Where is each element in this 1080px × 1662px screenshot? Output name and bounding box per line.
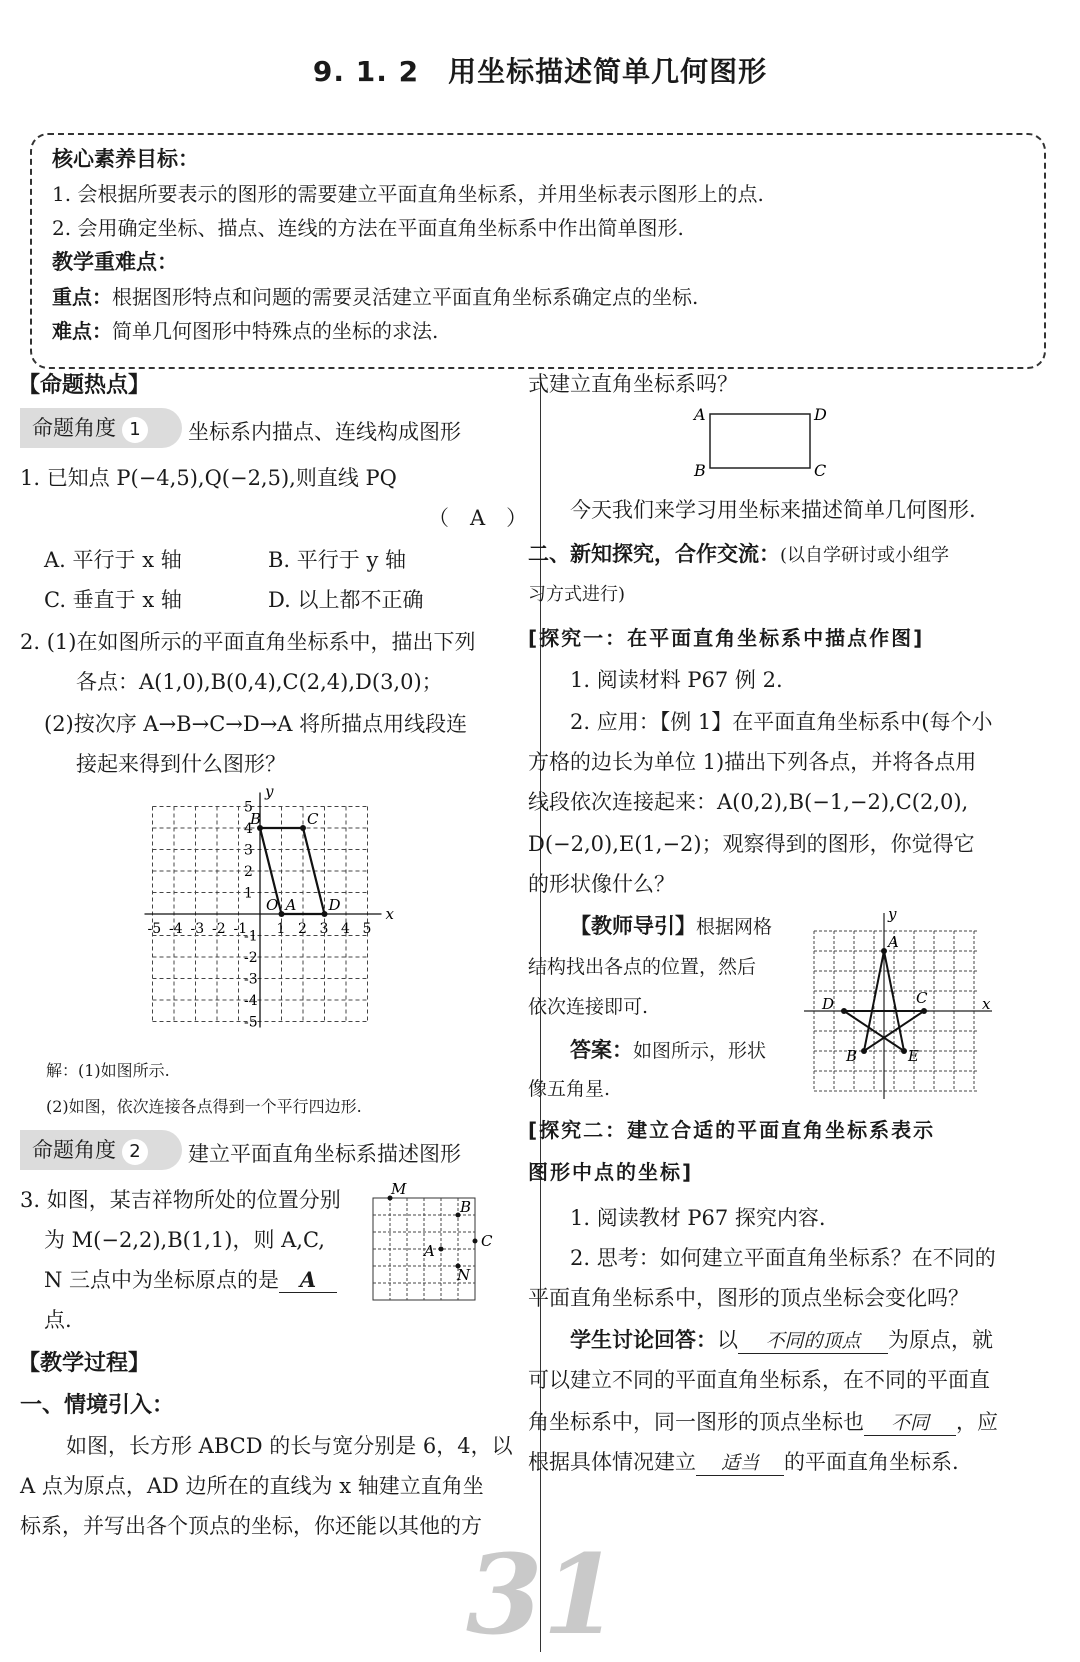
rect-label-c: C (814, 461, 827, 480)
rectangle-figure (690, 402, 840, 480)
q2-solution-2: (2)如图，依次连接各点得到一个平行四边形. (46, 1097, 362, 1116)
angle-2-title: 建立平面直角坐标系描述图形 (188, 1142, 461, 1166)
discuss-4-pre: 根据具体情况建立 (528, 1450, 696, 1474)
hard-text: 简单几何图形中特殊点的坐标的求法. (112, 319, 439, 343)
think-line-2: 平面直角坐标系中，图形的顶点坐标会变化吗？ (528, 1286, 969, 1310)
y-tick-label: 1 (244, 885, 253, 902)
q1-option-b: B. 平行于 y 轴 (268, 548, 406, 572)
discuss-3-post: ，应 (956, 1410, 998, 1434)
goal-item-2: 2. 会用确定坐标、描点、连线的方法在平面直角坐标系中作出简单图形. (52, 216, 684, 240)
section-2-note-2: 习方式进行) (528, 584, 626, 605)
y-tick-label: 3 (244, 842, 253, 859)
x-tick-label: -2 (212, 921, 226, 937)
mascot-label-a: A (424, 1242, 435, 1260)
hot-heading: 【命题热点】 (18, 373, 151, 398)
explore-1-heading: [探究一：在平面直角坐标系中描点作图] (528, 626, 925, 650)
point-d (322, 911, 328, 917)
hard-point (52, 315, 438, 344)
discuss-blank-1: 不同的顶点 (738, 1326, 888, 1354)
process-heading: 【教学过程】 (18, 1351, 151, 1376)
apply-line-4: D(−2,0),E(1,−2)；观察得到的图形，你觉得它 (528, 832, 975, 856)
star-label-c: C (916, 989, 928, 1007)
q3-line-1: 3. 如图，某吉祥物所处的位置分别 (20, 1188, 341, 1212)
key-label: 重点： (52, 285, 112, 309)
star-label-a: A (888, 933, 899, 951)
point-a (279, 911, 285, 917)
intro-line-2: A 点为原点，AD 边所在的直线为 x 轴建立直角坐 (20, 1474, 484, 1498)
point-label-c: C (307, 810, 319, 828)
angle-2-badge (20, 1130, 182, 1170)
section-2-note-1: (以自学研讨或小组学 (780, 545, 950, 566)
chart-shape (249, 810, 341, 917)
discuss-line-1 (570, 1324, 993, 1354)
y-tick-label: 2 (244, 864, 253, 880)
q1-option-a: A. 平行于 x 轴 (44, 548, 182, 572)
point-label-b: B (250, 810, 262, 828)
guide-label: 【教师导引】 (570, 914, 696, 938)
y-tick-label: 5 (244, 799, 253, 816)
think-line-1: 2. 思考：如何建立平面直角坐标系？在不同的 (570, 1246, 996, 1270)
origin-label: O (266, 896, 279, 914)
x-axis-label: x (385, 905, 394, 923)
apply-line-3: 线段依次连接起来：A(0,2),B(−1,−2),C(2,0), (528, 790, 969, 814)
q2-line-4: 接起来得到什么图形？ (76, 752, 286, 776)
angle-1-title: 坐标系内描点、连线构成图形 (188, 420, 461, 444)
y-tick-label: -1 (244, 928, 258, 945)
right-line-1: 式建立直角坐标系吗？ (528, 372, 738, 396)
intro-line-1: 如图，长方形 ABCD 的长与宽分别是 6，4，以 (66, 1434, 513, 1458)
point-label-d: D (328, 896, 341, 914)
mascot-label-n: N (457, 1266, 471, 1284)
read-1: 1. 阅读材料 P67 例 2. (570, 668, 783, 692)
guide-line-3: 依次连接即可. (528, 996, 649, 1018)
answer-label: 答案： (570, 1038, 633, 1062)
section-2-heading: 二、新知探究，合作交流： (528, 542, 780, 566)
intro-heading: 一、情境引入： (20, 1393, 175, 1418)
rect-label-d: D (814, 405, 827, 424)
angle-2-num: 2 (122, 1139, 148, 1165)
q3-line-3 (44, 1264, 337, 1294)
x-tick-label: -1 (233, 921, 248, 937)
mascot-label-c: C (481, 1232, 493, 1250)
read-2: 1. 阅读教材 P67 探究内容. (570, 1206, 826, 1230)
q1-option-d: D. 以上都不正确 (268, 588, 424, 612)
q2-line-3: (2)按次序 A→B→C→D→A 将所描点用线段连 (44, 712, 468, 736)
difficulty-heading: 教学重难点： (52, 250, 178, 274)
q2-solution-1: 解：(1)如图所示. (46, 1061, 170, 1080)
page-number: 31 (466, 1530, 620, 1659)
x-tick-label: -5 (147, 921, 162, 937)
x-tick-label: 5 (362, 921, 372, 937)
hard-label: 难点： (52, 319, 112, 343)
key-point (52, 281, 698, 310)
guide-text-1: 根据网格 (696, 916, 773, 938)
goals-heading: 核心素养目标： (52, 147, 199, 171)
star-figure (800, 905, 1000, 1100)
point-c (300, 825, 306, 831)
star-label-e: E (908, 1047, 919, 1065)
section-2-line (528, 538, 949, 568)
star-label-b: B (846, 1047, 858, 1065)
goals-box (30, 133, 1046, 369)
guide-line-2: 结构找出各点的位置，然后 (528, 956, 757, 978)
discuss-4-post: 的平面直角坐标系. (784, 1450, 959, 1474)
angle-1-num: 1 (122, 417, 148, 443)
answer-line-2: 像五角星. (528, 1078, 611, 1100)
mascot-label-m: M (391, 1180, 407, 1198)
y-axis-label: y (265, 788, 274, 801)
y-tick-label: -5 (244, 1014, 258, 1031)
star-label-d: D (822, 995, 835, 1013)
q3-line-4: 点. (44, 1308, 72, 1332)
coordinate-chart (130, 788, 410, 1038)
key-text: 根据图形特点和问题的需要灵活建立平面直角坐标系确定点的坐标. (112, 285, 699, 309)
q3-answer-blank: A (279, 1267, 337, 1293)
x-tick-label: -4 (169, 921, 183, 937)
discuss-post: 为原点，就 (888, 1328, 993, 1352)
discuss-label: 学生讨论回答： (570, 1328, 717, 1352)
angle-1-label: 命题角度 (32, 416, 116, 440)
y-tick-label: -4 (244, 993, 258, 1009)
rect-label-b: B (694, 461, 706, 480)
mascot-grid-figure (365, 1178, 500, 1308)
star-label-y: y (888, 905, 897, 923)
mascot-label-b: B (460, 1198, 472, 1216)
rect-label-a: A (694, 405, 706, 424)
y-tick-label: -2 (244, 950, 258, 966)
answer-line-1 (570, 1034, 766, 1064)
discuss-line-2: 可以建立不同的平面直角坐标系，在不同的平面直 (528, 1368, 990, 1392)
q3-line-3-text: N 三点中为坐标原点的是 (44, 1268, 280, 1292)
chart-ticks (148, 788, 395, 1031)
y-tick-label: -3 (244, 971, 258, 988)
apply-line-2: 方格的边长为单位 1)描出下列各点，并将各点用 (528, 750, 977, 774)
discuss-blank-2: 不同 (864, 1408, 956, 1436)
apply-line-1: 2. 应用：【例 1】在平面直角坐标系中(每个小 (570, 710, 993, 734)
x-tick-label: -3 (190, 921, 205, 937)
explore-2-line-2: 图形中点的坐标] (528, 1160, 694, 1184)
angle-1-badge (20, 408, 182, 448)
x-tick-label: 2 (298, 921, 307, 937)
discuss-line-3 (528, 1406, 998, 1436)
x-tick-label: 4 (341, 921, 350, 937)
q1-answer: （ A ） (428, 506, 528, 530)
discuss-blank-3: 适当 (696, 1448, 784, 1476)
today-text: 今天我们来学习用坐标来描述简单几何图形. (570, 498, 976, 522)
star-label-x: x (982, 995, 991, 1013)
goal-item-1: 1. 会根据所要表示的图形的需要建立平面直角坐标系，并用坐标表示图形上的点. (52, 182, 764, 206)
intro-line-3: 标系，并写出各个顶点的坐标，你还能以其他的方 (20, 1514, 482, 1538)
discuss-line-4 (528, 1446, 959, 1476)
angle-2-label: 命题角度 (32, 1138, 116, 1162)
page-title: 9. 1. 2 用坐标描述简单几何图形 (312, 55, 768, 88)
apply-line-5: 的形状像什么？ (528, 872, 675, 896)
discuss-pre: 以 (717, 1328, 738, 1352)
q3-line-2: 为 M(−2,2),B(1,1)，则 A,C, (44, 1228, 325, 1252)
q2-line-2: 各点：A(1,0),B(0,4),C(2,4),D(3,0)； (76, 670, 443, 694)
point-label-a: A (285, 896, 297, 914)
q1-option-c: C. 垂直于 x 轴 (44, 588, 182, 612)
explore-2-line-1: [探究二：建立合适的平面直角坐标系表示 (528, 1118, 936, 1142)
q1-text: 1. 已知点 P(−4,5),Q(−2,5),则直线 PQ (20, 466, 397, 490)
discuss-3-pre: 角坐标系中，同一图形的顶点坐标也 (528, 1410, 864, 1434)
y-tick-label: 4 (244, 821, 253, 837)
guide-line-1 (570, 910, 772, 940)
q2-line-1: 2. (1)在如图所示的平面直角坐标系中，描出下列 (20, 630, 476, 654)
answer-text-1: 如图所示，形状 (633, 1040, 767, 1062)
x-tick-label: 1 (276, 921, 286, 937)
x-tick-label: 3 (319, 921, 329, 937)
